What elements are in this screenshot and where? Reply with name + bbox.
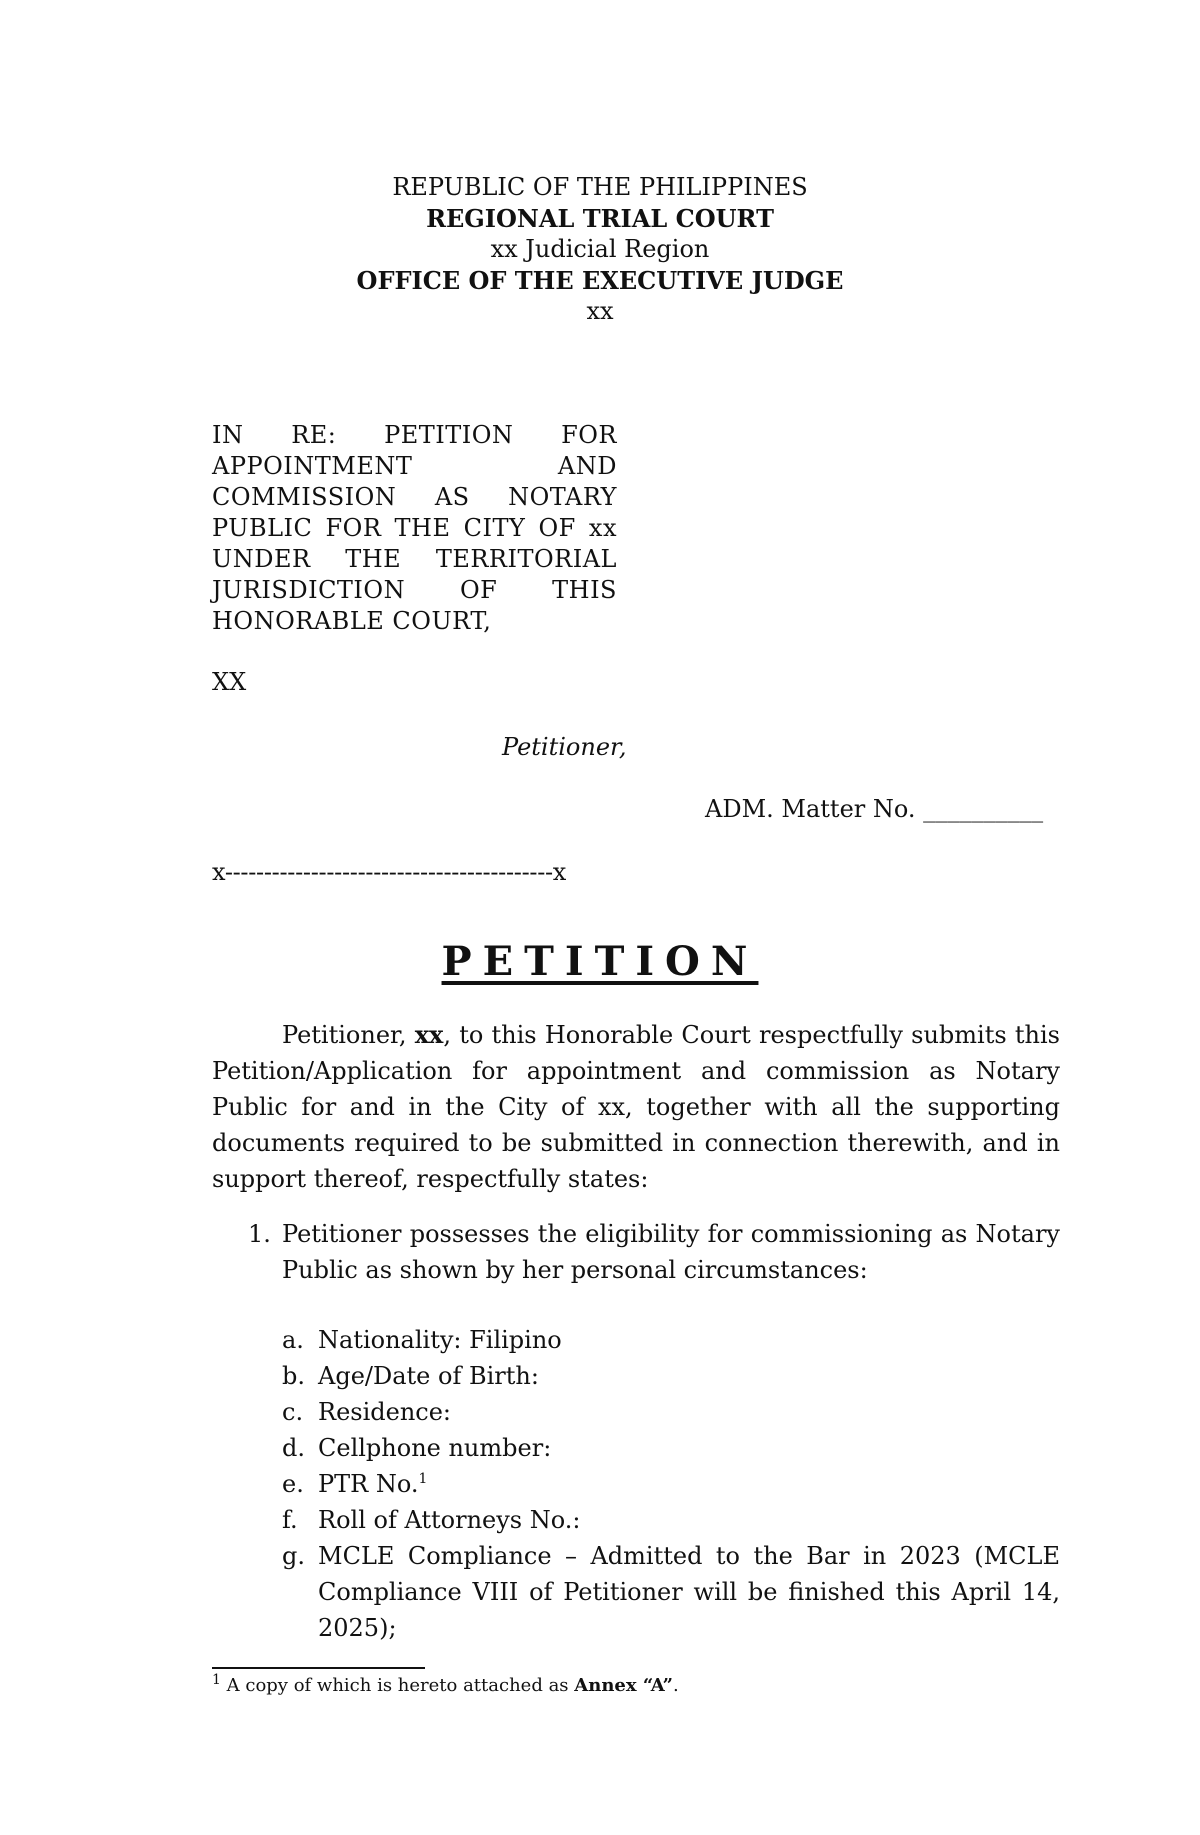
caption-line: UNDER THE TERRITORIAL [212, 545, 617, 573]
intro-paragraph [212, 1017, 1060, 1197]
list-item [282, 1394, 1060, 1430]
list-text: Roll of Attorneys No.: [318, 1506, 581, 1534]
list-item [282, 1358, 1060, 1394]
adm-matter-number: ADM. Matter No. __________ [705, 795, 1044, 823]
intro-text-start: Petitioner, [282, 1021, 415, 1049]
header-region: xx Judicial Region [490, 235, 710, 263]
list-item [282, 1502, 1060, 1538]
list-letter: b. [282, 1362, 305, 1390]
list-letter: c. [282, 1398, 304, 1426]
list-item [282, 1322, 1060, 1358]
list-letter: a. [282, 1326, 304, 1354]
footnote [212, 1674, 679, 1698]
list-text: Residence: [318, 1398, 452, 1426]
list-text: MCLE Compliance – Admitted to the Bar in 2023 (MCLE Compliance VIII of Petitioner will be finished this April 14, 2025); [318, 1542, 1060, 1642]
list-letter: e. [282, 1470, 304, 1498]
list-text: Cellphone number: [318, 1434, 552, 1462]
list-item [282, 1430, 1060, 1466]
petitioner-name-inline: xx [414, 1020, 444, 1049]
header-republic: REPUBLIC OF THE PHILIPPINES [392, 173, 808, 201]
header-location: xx [586, 297, 614, 325]
list-text: Nationality: Filipino [318, 1326, 562, 1354]
document-title: PETITION [441, 938, 759, 985]
caption-line: IN RE: PETITION FOR [212, 421, 617, 449]
footnote-annex: Annex “A” [574, 1675, 673, 1696]
petitioner-label: Petitioner, [502, 733, 627, 761]
list-text: PTR No. [318, 1470, 419, 1498]
header-court: REGIONAL TRIAL COURT [426, 204, 774, 233]
item-text: Petitioner possesses the eligibility for commissioning as Notary Public as shown by her personal circumstances: [282, 1220, 1060, 1284]
header-office: OFFICE OF THE EXECUTIVE JUDGE [356, 266, 844, 295]
list-item [282, 1466, 1060, 1502]
caption-line: HONORABLE COURT, [212, 607, 492, 635]
list-letter: g. [282, 1542, 305, 1570]
footnote-separator [212, 1667, 425, 1669]
caption-line: APPOINTMENT AND [212, 452, 617, 480]
intro-text-rest: , to this Honorable Court respectfully submits this Petition/Application for appointment and commission as Notary Public for and in the City of xx, together with all the supporting documents required to be submitted in connection therewith, and in support thereof, respectfully states: [212, 1021, 1060, 1193]
footnote-ref[interactable]: 1 [418, 1471, 428, 1487]
caption-line: PUBLIC FOR THE CITY OF xx [212, 514, 617, 542]
personal-circumstances-list [282, 1322, 1060, 1646]
caption-line: COMMISSION AS NOTARY [212, 483, 617, 511]
item-number: 1. [248, 1220, 271, 1248]
court-header [0, 172, 1200, 327]
case-caption [212, 420, 617, 637]
list-item [282, 1538, 1060, 1646]
footnote-text: A copy of which is hereto attached as [220, 1675, 575, 1696]
caption-line: JURISDICTION OF THIS [212, 576, 617, 604]
list-text: Age/Date of Birth: [318, 1362, 539, 1390]
list-letter: d. [282, 1434, 305, 1462]
list-letter: f. [282, 1506, 298, 1534]
footnote-marker: 1 [212, 1672, 221, 1688]
caption-divider: x------------------------------------------x [212, 858, 567, 886]
footnote-end: . [672, 1675, 679, 1696]
petitioner-name: XX [212, 668, 247, 696]
numbered-item-1 [248, 1216, 1060, 1288]
